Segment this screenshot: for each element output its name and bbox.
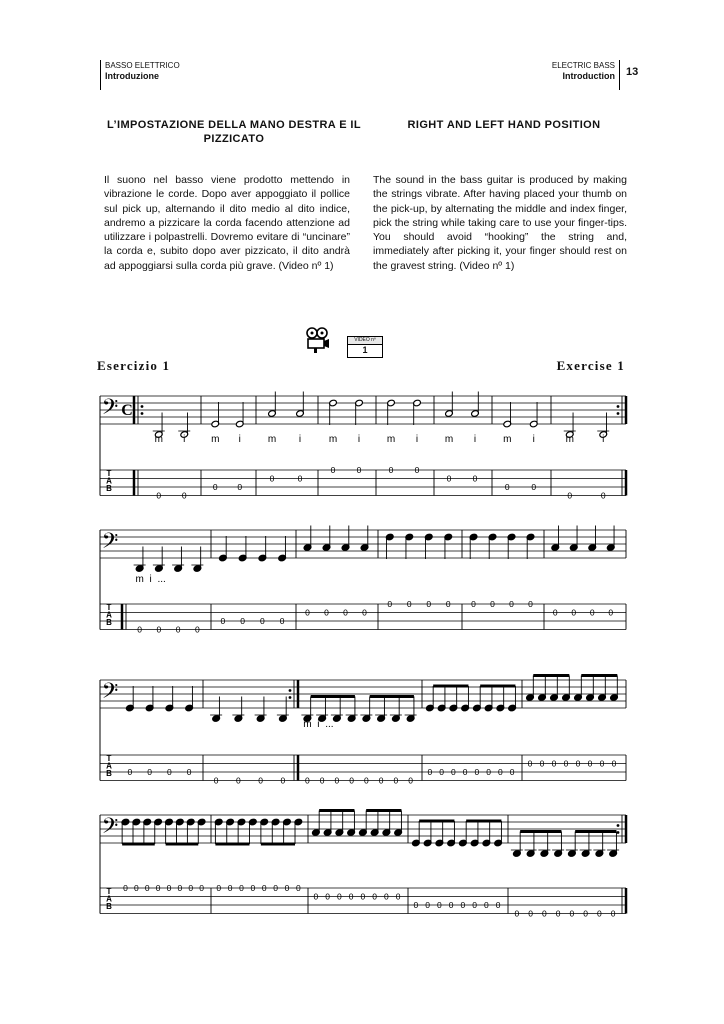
- note-beam: [122, 843, 155, 846]
- tab-fret-number: 0: [413, 900, 419, 911]
- tab-fret-number: 0: [240, 616, 245, 627]
- tab-fret-number: 0: [552, 607, 558, 618]
- tab-fret-number: 0: [425, 900, 430, 911]
- tab-fret-number: 0: [498, 767, 503, 778]
- tab-fret-number: 0: [528, 599, 533, 609]
- fingering-label: i: [298, 434, 302, 445]
- fingering-label: m: [211, 434, 220, 445]
- repeat-dot: [617, 831, 620, 834]
- tab-fret-number: 0: [551, 758, 557, 769]
- note-beam: [261, 843, 295, 846]
- tab-fret-number: 0: [514, 908, 520, 919]
- note-beam: [480, 685, 515, 688]
- fingering-label: i: [357, 434, 361, 445]
- fingering-label: i: [183, 434, 186, 445]
- fingering-label: i: [473, 434, 477, 445]
- tab-fret-number: 0: [330, 465, 336, 475]
- header-section: Introduction: [562, 71, 615, 81]
- header-section: Introduzione: [105, 71, 159, 81]
- tab-fret-number: 0: [305, 607, 310, 618]
- note-beam: [366, 809, 401, 812]
- fingering-label: i: [415, 434, 419, 445]
- tab-fret-number: 0: [177, 883, 183, 893]
- tab-fret-number: 0: [527, 758, 533, 769]
- tab-fret-number: 0: [472, 900, 477, 911]
- tab-fret-number: 0: [587, 758, 593, 769]
- bass-clef-icon: 𝄢: [101, 813, 119, 843]
- tab-fret-number: 0: [360, 891, 366, 902]
- tab-fret-number: 0: [414, 465, 420, 475]
- tab-fret-number: 0: [356, 465, 362, 475]
- tab-fret-number: 0: [181, 490, 187, 501]
- tab-fret-number: 0: [583, 908, 588, 919]
- exercise-title-italian: Esercizio 1: [97, 358, 171, 373]
- tab-fret-number: 0: [437, 900, 442, 911]
- tab-fret-number: 0: [349, 775, 354, 786]
- tab-fret-number: 0: [542, 908, 547, 919]
- tab-fret-number: 0: [446, 473, 452, 484]
- tab-fret-number: 0: [155, 883, 161, 893]
- tab-fret-number: 0: [611, 758, 617, 769]
- tab-fret-number: 0: [451, 767, 456, 778]
- tab-fret-number: 0: [427, 767, 433, 778]
- tab-fret-number: 0: [569, 908, 575, 919]
- tab-fret-number: 0: [406, 599, 412, 609]
- tab-fret-number: 0: [460, 900, 466, 911]
- section-title-english: RIGHT AND LEFT HAND POSITION: [407, 119, 601, 131]
- tab-fret-number: 0: [269, 473, 275, 484]
- fingering-label: m: [444, 434, 454, 445]
- fingering-label: ...: [325, 719, 334, 730]
- repeat-dot: [617, 412, 620, 415]
- repeat-dot: [289, 689, 292, 692]
- tab-fret-number: 0: [589, 607, 595, 618]
- note-beam: [166, 843, 199, 846]
- tab-fret-number: 0: [486, 767, 491, 778]
- repeat-dot: [141, 405, 144, 408]
- tab-label: A: [106, 610, 112, 620]
- tab-fret-number: 0: [195, 624, 200, 635]
- tab-fret-number: 0: [227, 883, 233, 893]
- tab-fret-number: 0: [388, 465, 394, 475]
- tab-fret-number: 0: [509, 767, 515, 778]
- tab-fret-number: 0: [199, 883, 204, 893]
- tab-fret-number: 0: [133, 883, 139, 893]
- tab-fret-number: 0: [167, 767, 172, 778]
- section-title-italian: L’IMPOSTAZIONE DELLA MANO DESTRA E IL PIZZICATO: [107, 119, 361, 145]
- repeat-dot: [141, 412, 144, 415]
- tab-fret-number: 0: [144, 883, 150, 893]
- tab-fret-number: 0: [156, 490, 162, 501]
- fingering-label: m: [328, 434, 338, 445]
- repeat-dot: [289, 696, 292, 699]
- fingering-label: i: [532, 434, 535, 445]
- tab-fret-number: 0: [445, 599, 451, 609]
- tab-fret-number: 0: [362, 607, 367, 618]
- video-number: 1: [362, 345, 368, 355]
- tab-fret-number: 0: [260, 616, 265, 627]
- tab-fret-number: 0: [395, 891, 401, 902]
- note-beam: [311, 695, 355, 698]
- fingering-label: i: [602, 434, 605, 445]
- tab-fret-number: 0: [384, 891, 389, 902]
- tab-fret-number: 0: [319, 775, 325, 786]
- header-category: ELECTRIC BASS: [551, 61, 615, 70]
- tab-fret-number: 0: [448, 900, 454, 911]
- tab-fret-number: 0: [393, 775, 399, 786]
- tab-fret-number: 0: [258, 775, 263, 786]
- tab-fret-number: 0: [216, 883, 222, 893]
- fingering-label: m: [154, 434, 163, 445]
- tab-fret-number: 0: [495, 900, 501, 911]
- tab-fret-number: 0: [378, 775, 384, 786]
- tab-fret-number: 0: [563, 758, 569, 769]
- fingering-label: i: [238, 434, 241, 445]
- tab-fret-number: 0: [600, 490, 606, 501]
- exercise-title-english: Exercise 1: [556, 358, 625, 373]
- tab-label: A: [106, 476, 112, 486]
- tab-fret-number: 0: [156, 624, 162, 635]
- tab-fret-number: 0: [597, 908, 602, 919]
- time-signature: C: [121, 402, 133, 419]
- tab-fret-number: 0: [490, 599, 495, 609]
- tab-fret-number: 0: [280, 775, 286, 786]
- tab-fret-number: 0: [509, 599, 514, 609]
- tab-fret-number: 0: [610, 908, 616, 919]
- tab-label: T: [106, 603, 112, 612]
- tab-fret-number: 0: [462, 767, 468, 778]
- tab-label: B: [106, 902, 112, 911]
- tab-label: A: [106, 894, 112, 904]
- tab-fret-number: 0: [186, 767, 192, 778]
- tab-fret-number: 0: [295, 883, 301, 893]
- note-beam: [319, 809, 354, 812]
- tab-fret-number: 0: [343, 607, 348, 618]
- tab-fret-number: 0: [575, 758, 581, 769]
- tab-fret-number: 0: [484, 900, 489, 911]
- tab-label: B: [106, 618, 112, 627]
- tab-fret-number: 0: [213, 775, 219, 786]
- tab-fret-number: 0: [571, 607, 577, 618]
- tab-fret-number: 0: [297, 473, 303, 484]
- tab-fret-number: 0: [337, 891, 342, 902]
- fingering-label: i: [317, 719, 320, 730]
- note-beam: [575, 830, 616, 833]
- bass-clef-icon: 𝄢: [101, 528, 119, 558]
- note-beam: [419, 820, 454, 823]
- tab-fret-number: 0: [555, 908, 561, 919]
- fingering-label: m: [135, 574, 144, 585]
- tab-label: T: [106, 887, 112, 896]
- page-number: 13: [626, 66, 639, 78]
- tab-fret-number: 0: [284, 883, 290, 893]
- tab-fret-number: 0: [504, 482, 510, 493]
- tab-fret-number: 0: [472, 473, 478, 484]
- fingering-label: i: [149, 574, 152, 585]
- tab-fret-number: 0: [212, 482, 218, 493]
- tab-fret-number: 0: [147, 767, 152, 778]
- tab-fret-number: 0: [474, 767, 480, 778]
- tab-label: B: [106, 484, 112, 493]
- tab-fret-number: 0: [348, 891, 354, 902]
- tab-fret-number: 0: [279, 616, 285, 627]
- fingering-label: ...: [157, 574, 166, 585]
- tab-fret-number: 0: [123, 883, 128, 893]
- body-text-english: The sound in the bass guitar is produced by making the strings vibrate. After having placed your thumb on the pick-up, by alternating the middle and index finger, pick the string while taking care to use your finger-tips. You should avoid “hooking” the string and, immediately after picking it, your finger should rest on the gravest string. (Video nº 1): [373, 174, 627, 272]
- fingering-label: m: [267, 434, 277, 445]
- tab-fret-number: 0: [567, 490, 573, 501]
- tab-fret-number: 0: [531, 482, 537, 493]
- note-beam: [215, 843, 249, 846]
- tab-fret-number: 0: [261, 883, 267, 893]
- tab-label: T: [106, 754, 112, 763]
- tab-fret-number: 0: [439, 767, 444, 778]
- tab-label: B: [106, 769, 112, 778]
- tab-fret-number: 0: [220, 616, 226, 627]
- tab-fret-number: 0: [237, 482, 243, 493]
- note-beam: [433, 685, 468, 688]
- tab-label: A: [106, 761, 112, 771]
- fingering-label: m: [503, 434, 512, 445]
- tab-fret-number: 0: [137, 624, 142, 635]
- tab-fret-number: 0: [127, 767, 133, 778]
- note-beam: [520, 830, 561, 833]
- note-beam: [370, 695, 414, 698]
- tab-fret-number: 0: [539, 758, 545, 769]
- tab-fret-number: 0: [239, 883, 244, 893]
- tab-fret-number: 0: [334, 775, 340, 786]
- tab-fret-number: 0: [324, 607, 329, 618]
- note-beam: [581, 674, 617, 677]
- tab-fret-number: 0: [175, 624, 181, 635]
- header-category: BASSO ELETTRICO: [105, 61, 180, 70]
- tab-fret-number: 0: [408, 775, 413, 786]
- video-label: VIDEO nº: [348, 337, 382, 345]
- tab-fret-number: 0: [166, 883, 172, 893]
- tab-fret-number: 0: [426, 599, 432, 609]
- tab-fret-number: 0: [471, 599, 476, 609]
- repeat-dot: [617, 405, 620, 408]
- tab-fret-number: 0: [236, 775, 241, 786]
- bass-clef-icon: 𝄢: [101, 394, 119, 424]
- body-text-italian: Il suono nel basso viene prodotto mettendo in vibrazione le corde. Dopo aver appoggiato il pollice sul pick up, alternando il dito medio al dito indice, andremo a pizzicare la corda facendo attenzione ad utilizzare i polpastrelli. Dovremo evitare di “uncinare” la corda e, subito dopo aver pizzicato, il dito andrà ad appoggiarsi sulla corda più grave. (Video nº 1): [104, 174, 350, 272]
- bass-clef-icon: 𝄢: [101, 678, 119, 708]
- note-beam: [466, 820, 501, 823]
- tab-fret-number: 0: [364, 775, 369, 786]
- tab-fret-number: 0: [273, 883, 278, 893]
- note-beam: [533, 674, 569, 677]
- fingering-label: m: [386, 434, 396, 445]
- fingering-label: m: [565, 434, 574, 445]
- tab-fret-number: 0: [372, 891, 377, 902]
- tab-label: T: [106, 469, 112, 478]
- tab-fret-number: 0: [188, 883, 194, 893]
- tab-fret-number: 0: [387, 599, 393, 609]
- fingering-label: m: [303, 719, 312, 730]
- tab-fret-number: 0: [305, 775, 310, 786]
- tab-fret-number: 0: [325, 891, 330, 902]
- repeat-dot: [617, 824, 620, 827]
- tab-fret-number: 0: [608, 607, 614, 618]
- tab-fret-number: 0: [528, 908, 533, 919]
- tab-fret-number: 0: [599, 758, 605, 769]
- tab-fret-number: 0: [250, 883, 256, 893]
- tab-fret-number: 0: [313, 891, 319, 902]
